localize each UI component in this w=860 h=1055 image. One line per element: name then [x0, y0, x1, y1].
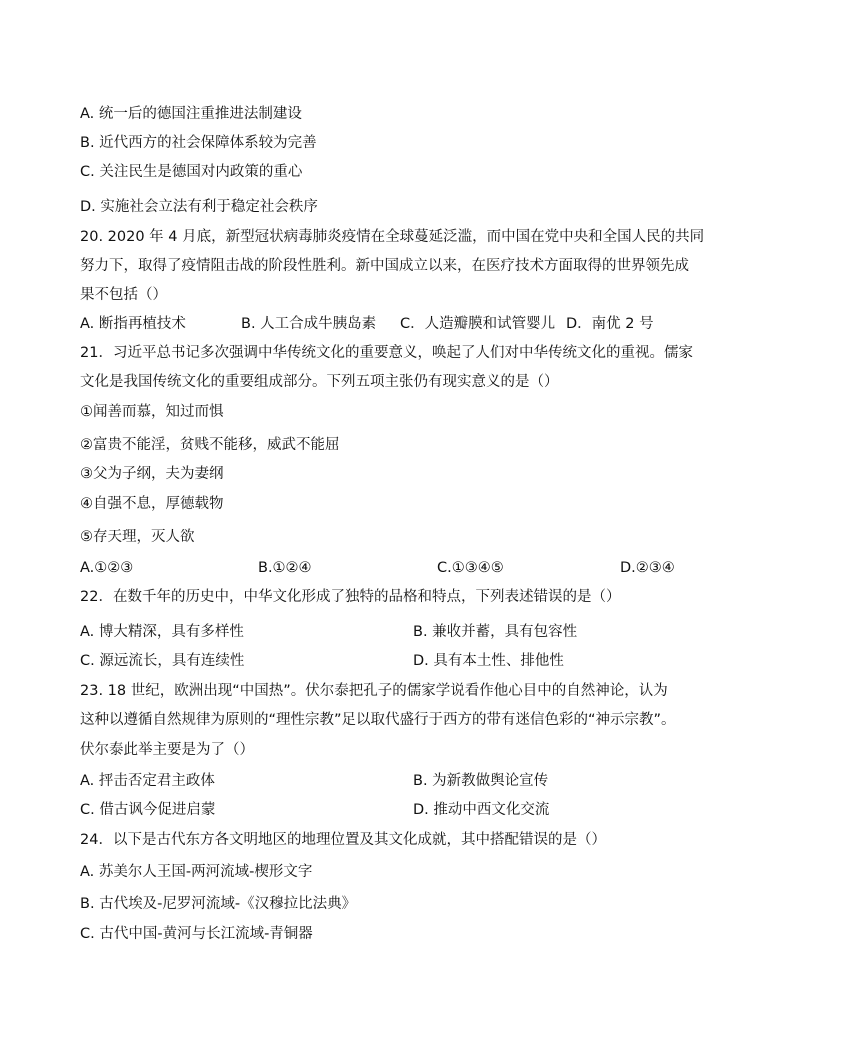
- q21-item-5: ⑤存天理，灭人欲: [80, 529, 195, 545]
- q19-option-c: C. 关注民生是德国对内政策的重心: [80, 164, 303, 180]
- q21-item-4: ④自强不息，厚德载物: [80, 496, 224, 512]
- q24-option-b: B. 古代埃及-尼罗河流域-《汉穆拉比法典》: [80, 896, 357, 912]
- q22-option-d: D. 具有本土性、排他性: [413, 653, 564, 669]
- q24-option-a: A. 苏美尔人王国-两河流域-楔形文字: [80, 864, 313, 880]
- q20-option-b: B. 人工合成牛胰岛素: [241, 316, 377, 332]
- q23-option-b: B. 为新教做舆论宣传: [413, 773, 549, 789]
- q23-option-a: A. 抨击否定君主政体: [80, 773, 215, 789]
- q21-item-1: ①闻善而慕，知过而惧: [80, 404, 224, 420]
- q21-stem-line-2: 文化是我国传统文化的重要组成部分。下列五项主张仍有现实意义的是（）: [80, 374, 559, 390]
- q23-stem-line-3: 伏尔泰此举主要是为了（）: [80, 742, 254, 758]
- q22-option-b: B. 兼收并蓄，具有包容性: [413, 624, 578, 640]
- q22-option-c: C. 源远流长，具有连续性: [80, 653, 245, 669]
- q24-stem: 24．以下是古代东方各文明地区的地理位置及其文化成就，其中搭配错误的是（）: [80, 832, 606, 848]
- q19-option-b: B. 近代西方的社会保障体系较为完善: [80, 135, 317, 151]
- q23-option-d: D. 推动中西文化交流: [413, 802, 550, 818]
- q20-stem-line-1: 20. 2020 年 4 月底，新型冠状病毒肺炎疫情在全球蔓延泛滥，而中国在党中央和全国人民的共同: [80, 229, 705, 245]
- q19-option-a: A. 统一后的德国注重推进法制建设: [80, 106, 302, 122]
- q21-option-c: C.①③④⑤: [437, 560, 504, 576]
- q20-stem-line-3: 果不包括（）: [80, 287, 167, 303]
- q23-stem-line-2: 这种以遵循自然规律为原则的“理性宗教”足以取代盛行于西方的带有迷信色彩的“神示宗教”。: [80, 712, 676, 728]
- q21-option-a: A.①②③: [80, 560, 134, 576]
- q20-option-a: A. 断指再植技术: [80, 316, 186, 332]
- q20-stem-line-2: 努力下，取得了疫情阻击战的阶段性胜利。新中国成立以来，在医疗技术方面取得的世界领先成: [80, 258, 689, 274]
- q19-option-d: D. 实施社会立法有利于稳定社会秩序: [80, 199, 318, 215]
- q22-option-a: A. 博大精深，具有多样性: [80, 624, 244, 640]
- q20-option-c: C．人造瓣膜和试管婴儿: [400, 316, 556, 332]
- q23-stem-line-1: 23. 18 世纪，欧洲出现“中国热”。伏尔泰把孔子的儒家学说看作他心目中的自然神论，认为: [80, 683, 668, 699]
- q23-option-c: C. 借古讽今促进启蒙: [80, 802, 216, 818]
- q21-option-d: D.②③④: [620, 560, 675, 576]
- q21-item-2: ②富贵不能淫，贫贱不能移，威武不能屈: [80, 437, 340, 453]
- q20-option-d: D．南优 2 号: [566, 316, 654, 332]
- q21-option-b: B.①②④: [258, 560, 312, 576]
- q21-stem-line-1: 21．习近平总书记多次强调中华传统文化的重要意义，唤起了人们对中华传统文化的重视。儒家: [80, 345, 693, 361]
- q22-stem: 22．在数千年的历史中，中华文化形成了独特的品格和特点，下列表述错误的是（）: [80, 589, 621, 605]
- q21-item-3: ③父为子纲，夫为妻纲: [80, 466, 224, 482]
- q24-option-c: C. 古代中国-黄河与长江流域-青铜器: [80, 926, 313, 942]
